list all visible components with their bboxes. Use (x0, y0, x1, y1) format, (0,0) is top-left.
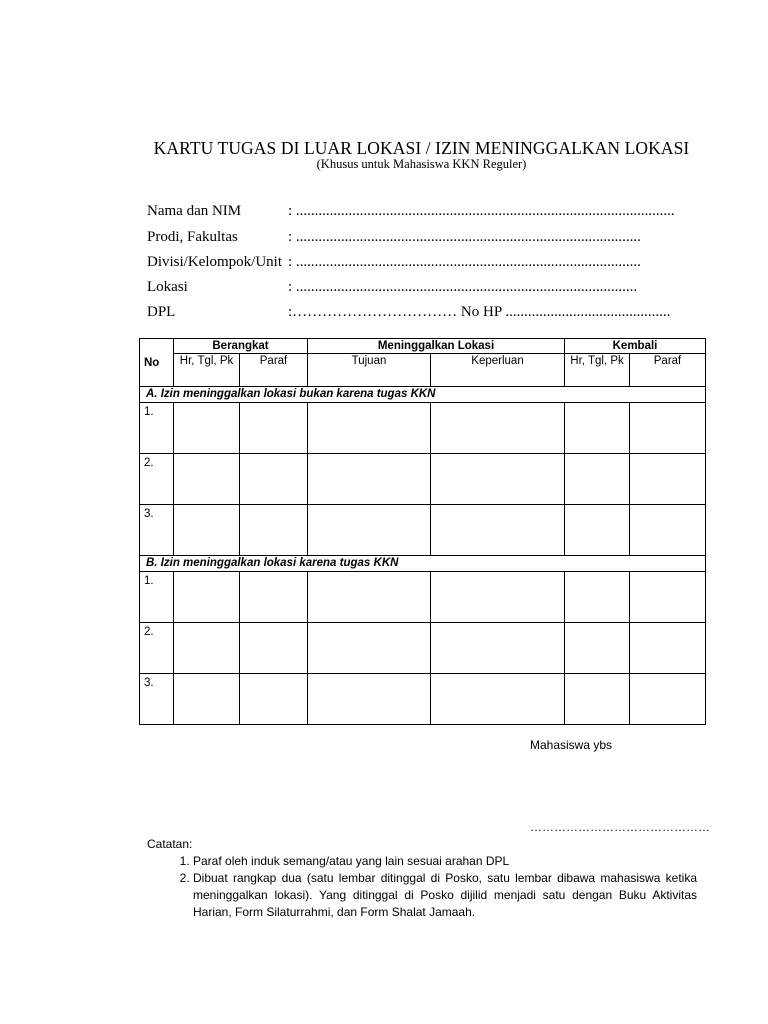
cell-kembali-hr-tgl-pk[interactable] (565, 623, 630, 674)
cell-tujuan[interactable] (308, 572, 431, 623)
cell-kembali-hr-tgl-pk[interactable] (565, 454, 630, 505)
field-value: : ............................................................................................ (288, 229, 641, 245)
page-title: KARTU TUGAS DI LUAR LOKASI / IZIN MENINGGALKAN LOKASI (153, 138, 690, 158)
cell-kembali-hr-tgl-pk[interactable] (565, 403, 630, 454)
cell-berangkat-paraf[interactable] (240, 505, 308, 556)
cell-berangkat-paraf[interactable] (240, 623, 308, 674)
cell-keperluan[interactable] (431, 623, 565, 674)
header-no: No (140, 339, 174, 387)
header-berangkat: Berangkat (174, 339, 308, 354)
field-value: :…………………………… No HP ............................................ (288, 304, 671, 320)
header-kembali-paraf: Paraf (630, 354, 706, 387)
signature-label: Mahasiswa ybs (530, 738, 613, 752)
notes-heading: Catatan: (147, 837, 193, 851)
table-row (140, 454, 706, 505)
row-number: 1. (140, 403, 174, 454)
cell-kembali-hr-tgl-pk[interactable] (565, 674, 630, 725)
cell-berangkat-paraf[interactable] (240, 674, 308, 725)
signature-line: ……………………………………… (530, 820, 710, 834)
page-subtitle: (Khusus untuk Mahasiswa KKN Reguler) (316, 157, 527, 171)
cell-berangkat-paraf[interactable] (240, 572, 308, 623)
row-number: 2. (140, 623, 174, 674)
note-item: 2. Dibuat rangkap dua (satu lembar ditinggal di Posko, satu lembar dibawa mahasiswa ketika meninggalkan lokasi). Yang ditinggal di Posko dijilid menjadi satu dengan Buku Aktivitas Harian, Form Silaturrahmi, dan Form Shalat Jamaah. (193, 870, 697, 921)
field-label: Lokasi (147, 279, 188, 295)
cell-keperluan[interactable] (431, 454, 565, 505)
field-dpl (147, 304, 670, 321)
cell-kembali-hr-tgl-pk[interactable] (565, 505, 630, 556)
table-row (140, 674, 706, 725)
cell-tujuan[interactable] (308, 454, 431, 505)
header-tujuan: Tujuan (308, 354, 431, 387)
table-row (140, 572, 706, 623)
table-subheader-row (140, 354, 706, 387)
cell-tujuan[interactable] (308, 623, 431, 674)
section-a-label: A. Izin meninggalkan lokasi bukan karena tugas KKN (140, 387, 706, 403)
header-berangkat-paraf: Paraf (240, 354, 308, 387)
row-number: 2. (140, 454, 174, 505)
header-kembali-hr-tgl-pk: Hr, Tgl, Pk (565, 354, 630, 387)
izin-table (139, 338, 706, 725)
cell-keperluan[interactable] (431, 505, 565, 556)
cell-tujuan[interactable] (308, 674, 431, 725)
cell-berangkat-hr-tgl-pk[interactable] (174, 505, 240, 556)
cell-keperluan[interactable] (431, 403, 565, 454)
header-meninggalkan-lokasi: Meninggalkan Lokasi (308, 339, 565, 354)
field-label: Prodi, Fakultas (147, 229, 238, 245)
field-value: : ........................................................................................... (288, 279, 638, 295)
row-number: 1. (140, 572, 174, 623)
cell-berangkat-hr-tgl-pk[interactable] (174, 403, 240, 454)
table-header-row (140, 339, 706, 354)
table-row (140, 403, 706, 454)
field-value: : ............................................................................................ (288, 254, 641, 270)
field-divisi-kelompok-unit (147, 254, 641, 271)
header-berangkat-hr-tgl-pk: Hr, Tgl, Pk (174, 354, 240, 387)
header-kembali: Kembali (565, 339, 706, 354)
cell-berangkat-paraf[interactable] (240, 454, 308, 505)
cell-keperluan[interactable] (431, 674, 565, 725)
row-number: 3. (140, 505, 174, 556)
cell-kembali-paraf[interactable] (630, 674, 706, 725)
cell-kembali-paraf[interactable] (630, 572, 706, 623)
header-keperluan: Keperluan (431, 354, 565, 387)
cell-kembali-paraf[interactable] (630, 454, 706, 505)
field-lokasi (147, 279, 637, 296)
field-label: Divisi/Kelompok/Unit (147, 254, 282, 270)
notes-section (147, 836, 697, 921)
field-label: DPL (147, 304, 176, 320)
cell-berangkat-hr-tgl-pk[interactable] (174, 454, 240, 505)
cell-keperluan[interactable] (431, 572, 565, 623)
field-prodi-fakultas (147, 229, 641, 246)
section-b-label: B. Izin meninggalkan lokasi karena tugas KKN (140, 556, 706, 572)
cell-tujuan[interactable] (308, 505, 431, 556)
cell-berangkat-hr-tgl-pk[interactable] (174, 623, 240, 674)
cell-kembali-paraf[interactable] (630, 623, 706, 674)
cell-tujuan[interactable] (308, 403, 431, 454)
cell-berangkat-paraf[interactable] (240, 403, 308, 454)
notes-list (147, 853, 697, 921)
field-value: : ..................................................................................................... (288, 203, 675, 219)
cell-kembali-hr-tgl-pk[interactable] (565, 572, 630, 623)
field-nama-nim (147, 203, 675, 220)
cell-kembali-paraf[interactable] (630, 505, 706, 556)
section-b-row (140, 556, 706, 572)
table-row (140, 505, 706, 556)
note-item: 1. Paraf oleh induk semang/atau yang lain sesuai arahan DPL (193, 853, 697, 870)
section-a-row (140, 387, 706, 403)
cell-berangkat-hr-tgl-pk[interactable] (174, 674, 240, 725)
row-number: 3. (140, 674, 174, 725)
cell-kembali-paraf[interactable] (630, 403, 706, 454)
field-label: Nama dan NIM (147, 203, 242, 219)
table-row (140, 623, 706, 674)
cell-berangkat-hr-tgl-pk[interactable] (174, 572, 240, 623)
